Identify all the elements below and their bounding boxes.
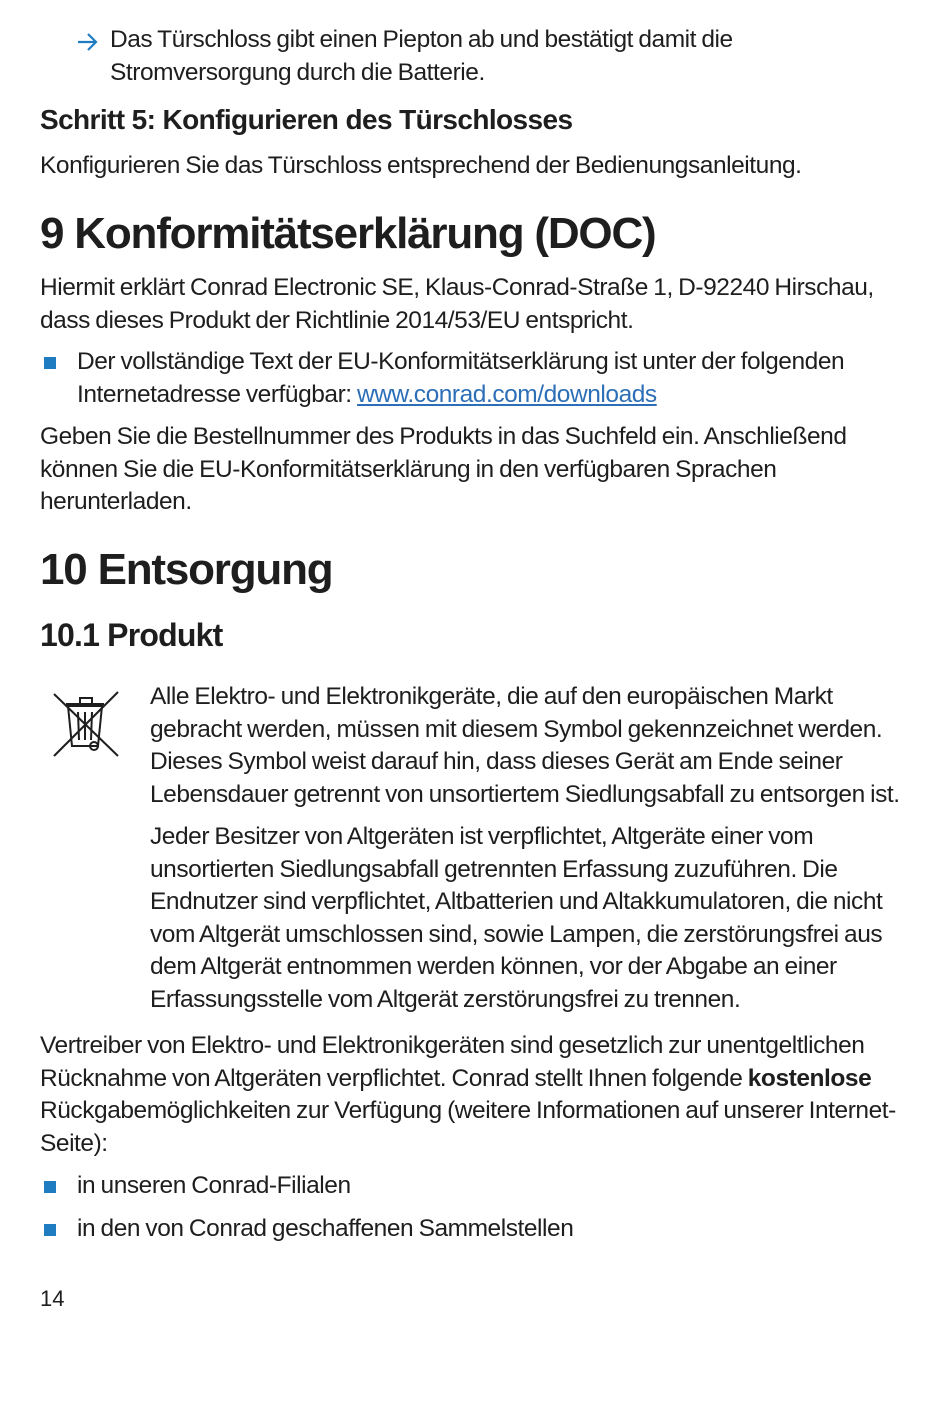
section9-heading: 9 Konformitätserklärung (DOC) bbox=[40, 209, 656, 258]
return-option-text: in den von Conrad geschaffenen Sammelstellen bbox=[77, 1215, 574, 1242]
section9-intro: Hiermit erklärt Conrad Electronic SE, Klaus-Conrad-Straße 1, D-92240 Hirschau, dass dieses Produkt der Richtlinie 2014/53/EU entspricht. bbox=[40, 274, 874, 334]
bullet-text bbox=[77, 346, 890, 411]
arrow-right-icon bbox=[76, 30, 100, 54]
arrow-note-text: Das Türschloss gibt einen Piepton ab und bestätigt damit die Stromversorgung durch die Batterie. bbox=[110, 26, 733, 86]
crossed-out-wheelie-bin-icon bbox=[48, 688, 124, 760]
return-option-text: in unseren Conrad-Filialen bbox=[77, 1172, 351, 1199]
section10-para3 bbox=[40, 1030, 900, 1160]
weee-text-column bbox=[150, 681, 900, 1016]
para3-after: Rückgabemöglichkeiten zur Verfügung (weitere Informationen auf unserer Internet-Seite): bbox=[40, 1097, 896, 1157]
arrow-note bbox=[76, 24, 906, 89]
bullet-square-icon bbox=[44, 357, 56, 369]
step5-heading: Schritt 5: Konfigurieren des Türschlosses bbox=[40, 104, 573, 135]
downloads-link[interactable]: www.conrad.com/downloads bbox=[357, 380, 657, 408]
doc-bullet-text: Der vollständige Text der EU-Konformitätserklärung ist unter der folgenden Internetadresse verfügbar: bbox=[77, 348, 845, 408]
step5-text: Konfigurieren Sie das Türschloss entsprechend der Bedienungsanleitung. bbox=[40, 152, 802, 179]
page-number: 14 bbox=[40, 1286, 65, 1311]
weee-para2: Jeder Besitzer von Altgeräten ist verpflichtet, Altgeräte einer vom unsortierten Siedlungsabfall getrennten Erfassung zuzuführen. Die Endnutzer sind verpflichtet, Altbatterien und Altakkumulatoren, die nicht vom Altgerät umschlossen sind, sowie Lampen, die zerstörungsfrei aus dem Altgerät entnommen werden können, vor der Abgabe an einer Erfassungsstelle vom Altgerät zerstörungsfrei zu trennen. bbox=[150, 823, 883, 1013]
section9-after: Geben Sie die Bestellnummer des Produkts in das Suchfeld ein. Anschließend können Sie die EU-Konformitätserklärung in den verfügbaren Sprachen herunterladen. bbox=[40, 423, 847, 515]
section10-1-heading: 10.1 Produkt bbox=[40, 617, 223, 653]
return-option-item bbox=[40, 1213, 890, 1246]
return-option-item bbox=[40, 1170, 890, 1203]
para3-before: Vertreiber von Elektro- und Elektronikgeräten sind gesetzlich zur unentgeltlichen Rücknahme von Altgeräten verpflichtet. Conrad stellt Ihnen folgende bbox=[40, 1032, 865, 1092]
section10-heading: 10 Entsorgung bbox=[40, 545, 333, 594]
para3-bold: kostenlose bbox=[747, 1064, 872, 1092]
section9-bullet bbox=[40, 346, 890, 411]
bullet-square-icon bbox=[44, 1224, 56, 1236]
weee-para1: Alle Elektro- und Elektronikgeräte, die auf den europäischen Markt gebracht werden, müssen mit diesem Symbol gekennzeichnet werden. Dieses Symbol weist darauf hin, dass dieses Gerät am Ende seiner Lebensdauer getrennt von unsortiertem Siedlungsabfall zu entsorgen ist. bbox=[150, 683, 900, 808]
bullet-square-icon bbox=[44, 1181, 56, 1193]
